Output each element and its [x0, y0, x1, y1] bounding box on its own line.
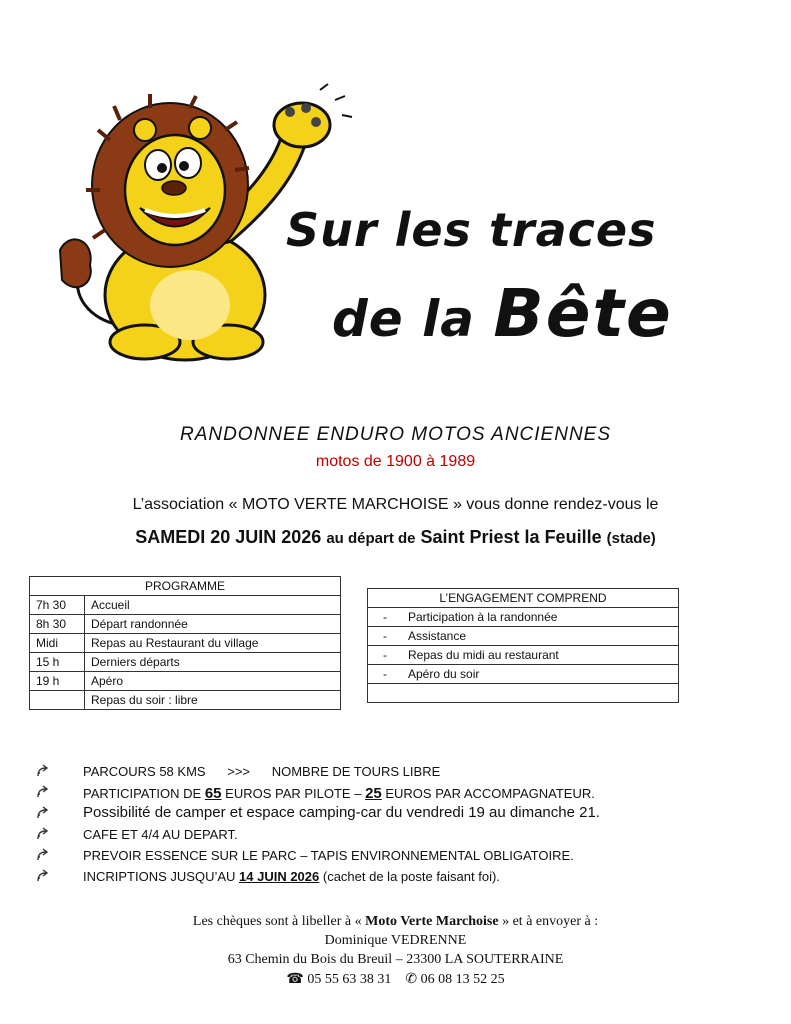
- event-invite: L’association « MOTO VERTE MARCHOISE » vous donne rendez-vous le: [132, 496, 659, 513]
- price-companion: 25: [365, 785, 382, 802]
- table-row: [368, 646, 679, 665]
- arrow-bullet-icon: [36, 869, 50, 883]
- programme-label: Derniers départs: [85, 653, 341, 672]
- event-place: Saint Priest la Feuille: [420, 527, 602, 547]
- list-item: [36, 846, 756, 867]
- engagement-item: [402, 684, 679, 703]
- event-place-note: (stade): [606, 530, 656, 547]
- contact-address: 63 Chemin du Bois du Breuil – 23300 LA SOUTERRAINE: [227, 952, 564, 967]
- phone-icon: ☎: [286, 972, 304, 987]
- list-item: [36, 825, 756, 846]
- table-row: [30, 672, 341, 691]
- list-item: [36, 867, 756, 888]
- participation-text: PARTICIPATION DE 65 EUROS PAR PILOTE – 25 EUROS PAR ACCOMPAGNATEUR.: [83, 785, 595, 802]
- engagement-item: Apéro du soir: [402, 665, 679, 684]
- programme-label: Repas du soir : libre: [85, 691, 341, 710]
- programme-time: Midi: [30, 634, 85, 653]
- price-pilot: 65: [204, 785, 222, 802]
- engagement-table: [367, 588, 679, 703]
- arrow-bullet-icon: [36, 827, 50, 841]
- list-item: [36, 762, 756, 783]
- event-title-line1: Sur les traces: [286, 203, 657, 257]
- table-row: [368, 608, 679, 627]
- programme-table: [29, 576, 341, 710]
- engagement-dash: -: [368, 646, 403, 665]
- table-row: [30, 615, 341, 634]
- engagement-item: Assistance: [402, 627, 679, 646]
- programme-label: Accueil: [85, 596, 341, 615]
- arrow-bullet-icon: [36, 785, 50, 799]
- mobile-phone-icon: ✆: [405, 972, 418, 987]
- table-row: [30, 691, 341, 710]
- engagement-dash: -: [368, 627, 403, 646]
- phone-number: 05 55 63 38 31: [307, 972, 392, 987]
- event-title-line2: [332, 275, 673, 352]
- event-years: motos de 1900 à 1989: [315, 453, 476, 470]
- camping-text: Possibilité de camper et espace camping-car du vendredi 19 au dimanche 21.: [83, 804, 600, 821]
- engagement-dash: -: [368, 608, 403, 627]
- engagement-title: L’ENGAGEMENT COMPREND: [368, 589, 679, 608]
- list-item: [36, 804, 756, 825]
- cafe-text: CAFE ET 4/4 AU DEPART.: [83, 827, 238, 842]
- table-row: [30, 634, 341, 653]
- programme-time: 19 h: [30, 672, 85, 691]
- arrow-bullet-icon: [36, 848, 50, 862]
- programme-label: Départ randonnée: [85, 615, 341, 634]
- essence-text: PREVOIR ESSENCE SUR LE PARC – TAPIS ENVIRONNEMENTAL OBLIGATOIRE.: [83, 848, 574, 863]
- club-name: Moto Verte Marchoise: [365, 914, 499, 929]
- event-date-connector: au départ de: [326, 530, 416, 547]
- engagement-item: Participation à la randonnée: [402, 608, 679, 627]
- engagement-item: Repas du midi au restaurant: [402, 646, 679, 665]
- arrow-bullet-icon: [36, 806, 50, 820]
- programme-label: Repas au Restaurant du village: [85, 634, 341, 653]
- table-row: [368, 684, 679, 703]
- info-list: [36, 762, 756, 888]
- programme-time: 15 h: [30, 653, 85, 672]
- programme-title: PROGRAMME: [30, 577, 341, 596]
- inscription-text: INCRIPTIONS JUSQU’AU 14 JUIN 2026 (cachet de la poste faisant foi).: [83, 869, 500, 884]
- programme-time: 7h 30: [30, 596, 85, 615]
- cheque-instructions: Les chèques sont à libeller à « Moto Verte Marchoise » et à envoyer à :: [192, 914, 599, 929]
- event-title-emphasis: Bête: [493, 275, 673, 352]
- contact-name: Dominique VEDRENNE: [324, 933, 467, 948]
- parcours-text: PARCOURS 58 KMS >>> NOMBRE DE TOURS LIBRE: [83, 764, 441, 779]
- event-date: SAMEDI 20 JUIN 2026: [135, 527, 322, 547]
- inscription-deadline: 14 JUIN 2026: [239, 869, 320, 884]
- event-title-prefix: de la: [332, 290, 475, 348]
- list-item: [36, 783, 756, 804]
- engagement-dash: -: [368, 665, 403, 684]
- programme-time: [30, 691, 85, 710]
- contact-phones: [0, 971, 791, 988]
- table-row: [368, 627, 679, 646]
- table-row: [30, 653, 341, 672]
- event-date-line: [0, 527, 791, 548]
- programme-label: Apéro: [85, 672, 341, 691]
- engagement-dash-empty: [368, 684, 403, 703]
- mobile-number: 06 08 13 52 25: [420, 972, 505, 987]
- event-subtitle: RANDONNEE ENDURO MOTOS ANCIENNES: [179, 424, 612, 445]
- table-row: [368, 665, 679, 684]
- arrow-bullet-icon: [36, 764, 50, 778]
- programme-time: 8h 30: [30, 615, 85, 634]
- table-row: [30, 596, 341, 615]
